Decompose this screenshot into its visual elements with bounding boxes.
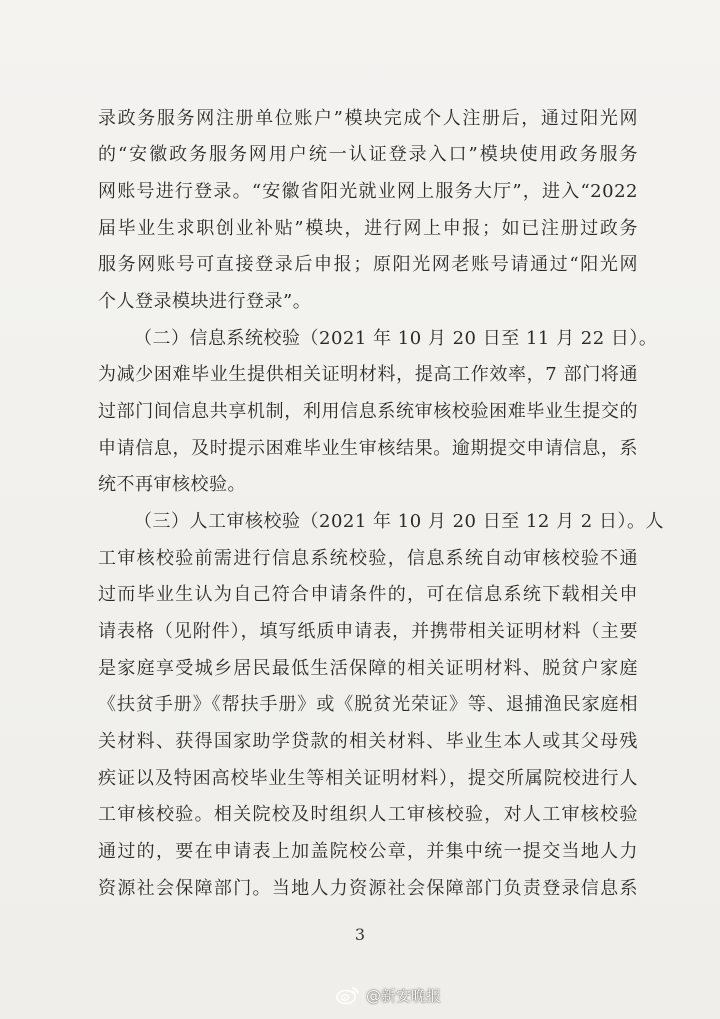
text-line: 服务网账号可直接登录后申报；原阳光网老账号请通过“阳光网 <box>98 254 638 275</box>
text-line: 录政务服务网注册单位账户”模块完成个人注册后，通过阳光网 <box>98 108 638 129</box>
text-line: 为减少困难毕业生提供相关证明材料，提高工作效率，7 部门将通 <box>98 364 638 385</box>
text-line: 统不再审核校验。 <box>98 474 246 495</box>
weibo-icon <box>336 985 360 1005</box>
text-line: 网账号进行登录。“安徽省阳光就业网上服务大厅”，进入“2022 <box>98 181 638 202</box>
text-line: 申请信息，及时提示困难毕业生审核结果。逾期提交申请信息，系 <box>98 438 638 459</box>
text-line: 届毕业生求职创业补贴”模块，进行网上申报；如已注册过政务 <box>98 218 638 239</box>
section-heading-3: （三）人工审核校验（2021 年 10 月 20 日至 12 月 2 日）。人 <box>134 511 664 532</box>
text-line: 《扶贫手册》《帮扶手册》或《脱贫光荣证》等、退捕渔民家庭相 <box>98 694 638 715</box>
text-line: 资源社会保障部门。当地人力资源社会保障部门负责登录信息系 <box>98 878 638 899</box>
text-line: 工审核校验前需进行信息系统校验，信息系统自动审核校验不通 <box>98 548 638 569</box>
watermark <box>336 983 441 1007</box>
section-heading-2: （二）信息系统校验（2021 年 10 月 20 日至 11 月 22 日）。 <box>134 328 658 349</box>
text-line: 的“安徽政务服务网用户统一认证登录入口”模块使用政务服务 <box>98 144 638 165</box>
text-line: 是家庭享受城乡居民最低生活保障的相关证明材料、脱贫户家庭 <box>98 658 638 679</box>
text-line: 关材料、获得国家助学贷款的相关材料、毕业生本人或其父母残 <box>98 731 638 752</box>
text-line: 个人登录模块进行登录”。 <box>98 291 312 312</box>
text-line: 请表格（见附件），填写纸质申请表，并携带相关证明材料（主要 <box>98 621 638 642</box>
text-line: 工审核校验。相关院校及时组织人工审核校验，对人工审核校验 <box>98 804 638 825</box>
page-number: 3 <box>354 925 366 944</box>
watermark-text: @新安晚报 <box>366 986 442 1005</box>
text-line: 疾证以及特困高校毕业生等相关证明材料），提交所属院校进行人 <box>98 768 638 789</box>
text-line: 过部门间信息共享机制，利用信息系统审核校验困难毕业生提交的 <box>98 401 638 422</box>
text-line: 通过的，要在申请表上加盖院校公章，并集中统一提交当地人力 <box>98 841 638 862</box>
text-line: 过而毕业生认为自己符合申请条件的，可在信息系统下载相关申 <box>98 584 638 605</box>
